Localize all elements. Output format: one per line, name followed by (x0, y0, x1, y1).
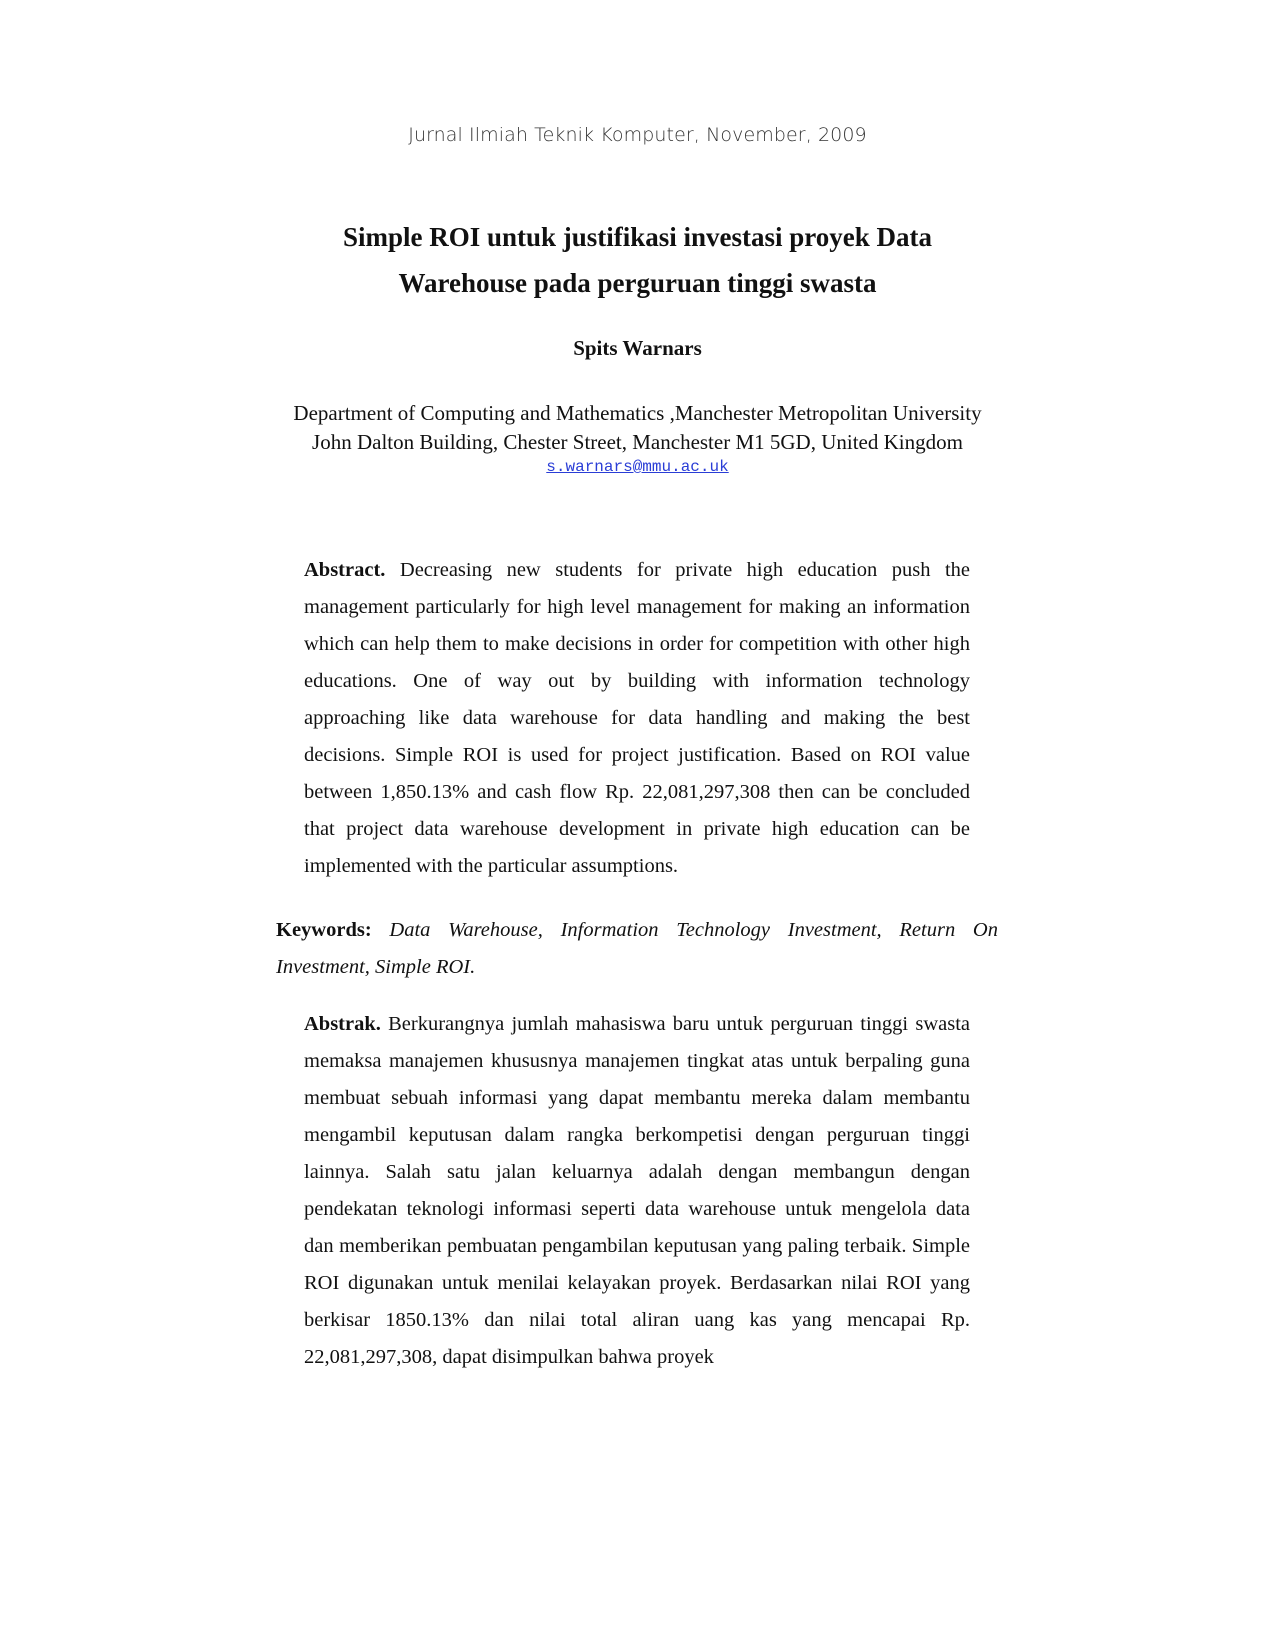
paper-title-line-2: Warehouse pada perguruan tinggi swasta (398, 268, 877, 298)
keywords-label: Keywords: (276, 919, 372, 941)
abstract-english (304, 552, 970, 885)
abstract-label: Abstract. (304, 559, 386, 581)
abstrak-text: Berkurangnya jumlah mahasiswa baru untuk perguruan tinggi swasta memaksa manajemen khususnya manajemen tingkat atas untuk berpaling guna membuat sebuah informasi yang dapat membantu mereka dalam membantu mengambil keputusan dalam rangka berkompetisi dengan perguruan tinggi lainnya. Salah satu jalan keluarnya adalah dengan membangun dengan pendekatan teknologi informasi seperti data warehouse untuk mengelola data dan memberikan pembuatan pengambilan keputusan yang paling terbaik. Simple ROI digunakan untuk menilai kelayakan proyek. Berdasarkan nilai ROI yang berkisar 1850.13% dan nilai total aliran uang kas yang mencapai Rp. 22,081,297,308, dapat disimpulkan bahwa proyek (304, 1013, 970, 1368)
abstrak-label: Abstrak. (304, 1013, 381, 1035)
author-affiliation (0, 399, 1275, 457)
author-email (0, 458, 1275, 476)
paper-title-line-1: Simple ROI untuk justifikasi investasi proyek Data (342, 222, 933, 252)
affiliation-line-2: John Dalton Building, Chester Street, Manchester M1 5GD, United Kingdom (312, 430, 963, 454)
keywords (276, 912, 998, 986)
email-link[interactable]: s.warnars@mmu.ac.uk (546, 458, 729, 476)
abstract-text: Decreasing new students for private high education push the management particularly for high level management for making an information which can help them to make decisions in order for competition with other high educations. One of way out by building with information technology approaching like data warehouse for data handling and making the best decisions. Simple ROI is used for project justification. Based on ROI value between 1,850.13% and cash flow Rp. 22,081,297,308 then can be concluded that project data warehouse development in private high education can be implemented with the particular assumptions. (304, 559, 970, 877)
journal-header: Jurnal Ilmiah Teknik Komputer, November, 2009 (408, 124, 867, 146)
affiliation-line-1: Department of Computing and Mathematics ,Manchester Metropolitan University (293, 401, 982, 425)
author-name: Spits Warnars (573, 336, 702, 360)
paper-title (0, 214, 1275, 306)
keywords-text: Data Warehouse, Information Technology Investment, Return On Investment, Simple ROI. (276, 919, 998, 978)
abstract-indonesian (304, 1006, 970, 1376)
